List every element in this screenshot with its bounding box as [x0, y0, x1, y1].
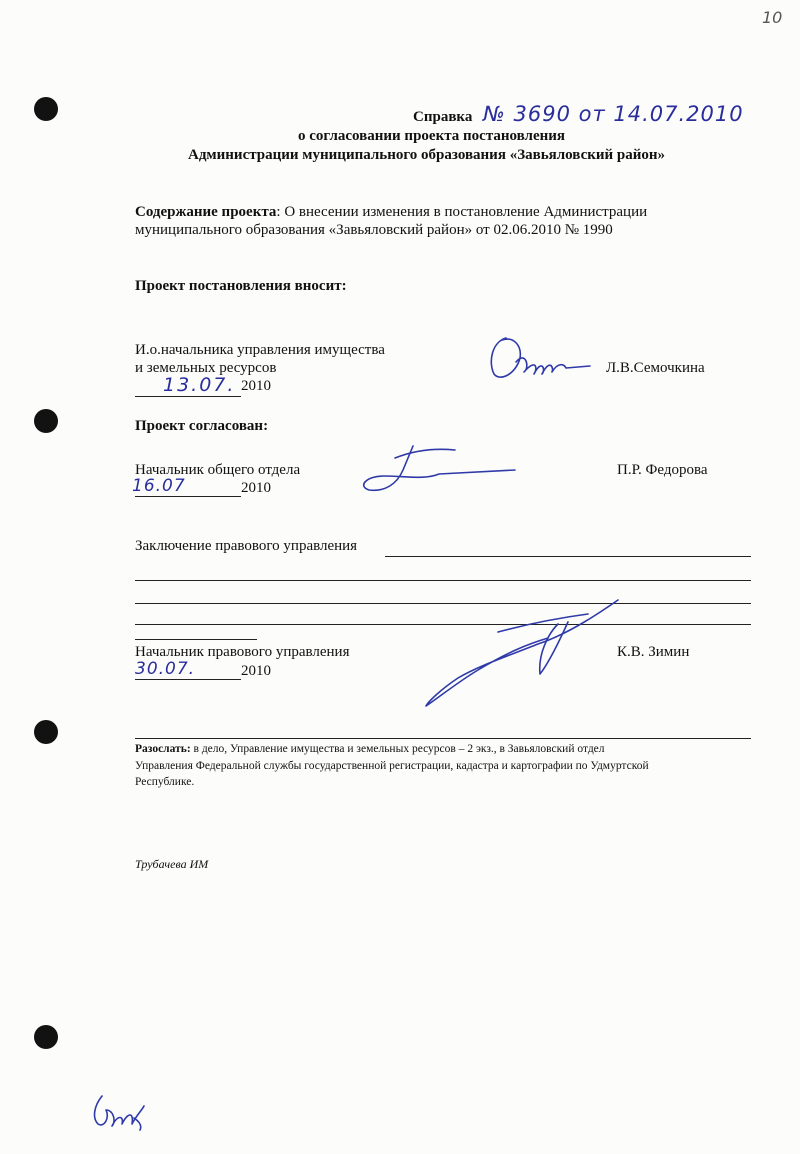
- punch-hole: [34, 1025, 58, 1049]
- submitter-year: 2010: [241, 378, 271, 394]
- handwritten-initials: [88, 1088, 148, 1132]
- submitter-heading: Проект постановления вносит:: [135, 278, 347, 294]
- submitter-name: Л.В.Семочкина: [606, 360, 705, 376]
- doc-title-line3: Администрации муниципального образования «Завьяловский район»: [188, 147, 666, 163]
- legal-name: К.В. Зимин: [617, 644, 690, 660]
- agreed-year: 2010: [241, 480, 271, 496]
- legal-handwritten-date: 30.07.: [135, 659, 196, 679]
- legal-line: [385, 556, 751, 557]
- distribution-line3: Республике.: [135, 776, 195, 788]
- submitter-position-line2: и земельных ресурсов: [135, 360, 277, 376]
- legal-line: [135, 639, 257, 640]
- doc-title-word: Справка: [413, 109, 473, 125]
- distribution-text-1: в дело, Управление имущества и земельных ресурсов – 2 экз., в Завьяловский отдел: [190, 743, 605, 755]
- distribution-line2: Управления Федеральной службы государственной регистрации, кадастра и картографии по Удмуртской: [135, 760, 649, 772]
- page-number: 10: [762, 8, 783, 27]
- date-underline: [135, 679, 241, 680]
- legal-conclusion-label: Заключение правового управления: [135, 538, 358, 554]
- punch-hole: [34, 720, 58, 744]
- author: Трубачева ИМ: [135, 857, 209, 871]
- handwritten-doc-number: № 3690 от 14.07.2010: [483, 102, 744, 126]
- legal-line: [135, 580, 751, 581]
- distribution-divider: [135, 738, 751, 739]
- signature-semochkina: [480, 328, 600, 388]
- agreed-position: Начальник общего отдела: [135, 462, 301, 478]
- date-underline: [135, 496, 241, 497]
- legal-position: Начальник правового управления: [135, 644, 350, 660]
- content-line1: [135, 204, 647, 221]
- submitter-position-line1: И.о.начальника управления имущества: [135, 342, 385, 358]
- signature-zimin: [418, 594, 638, 714]
- date-underline: [135, 396, 241, 397]
- agreed-handwritten-date: 16.07: [132, 476, 186, 496]
- content-label: Содержание проекта: [135, 204, 277, 220]
- content-line2: муниципального образования «Завьяловский район» от 02.06.2010 № 1990: [135, 222, 613, 238]
- content-text: : О внесении изменения в постановление Администрации: [276, 204, 648, 220]
- distribution-line1: [135, 741, 605, 757]
- distribution-label: Разослать:: [135, 743, 191, 755]
- submitter-handwritten-date: 13.07.: [163, 374, 236, 396]
- legal-year: 2010: [241, 663, 271, 679]
- agreed-heading: Проект согласован:: [135, 418, 269, 434]
- punch-hole: [34, 409, 58, 433]
- doc-title-line2: о согласовании проекта постановления: [298, 128, 566, 144]
- punch-hole: [34, 97, 58, 121]
- signature-fedorova: [355, 440, 525, 500]
- agreed-name: П.Р. Федорова: [617, 462, 708, 478]
